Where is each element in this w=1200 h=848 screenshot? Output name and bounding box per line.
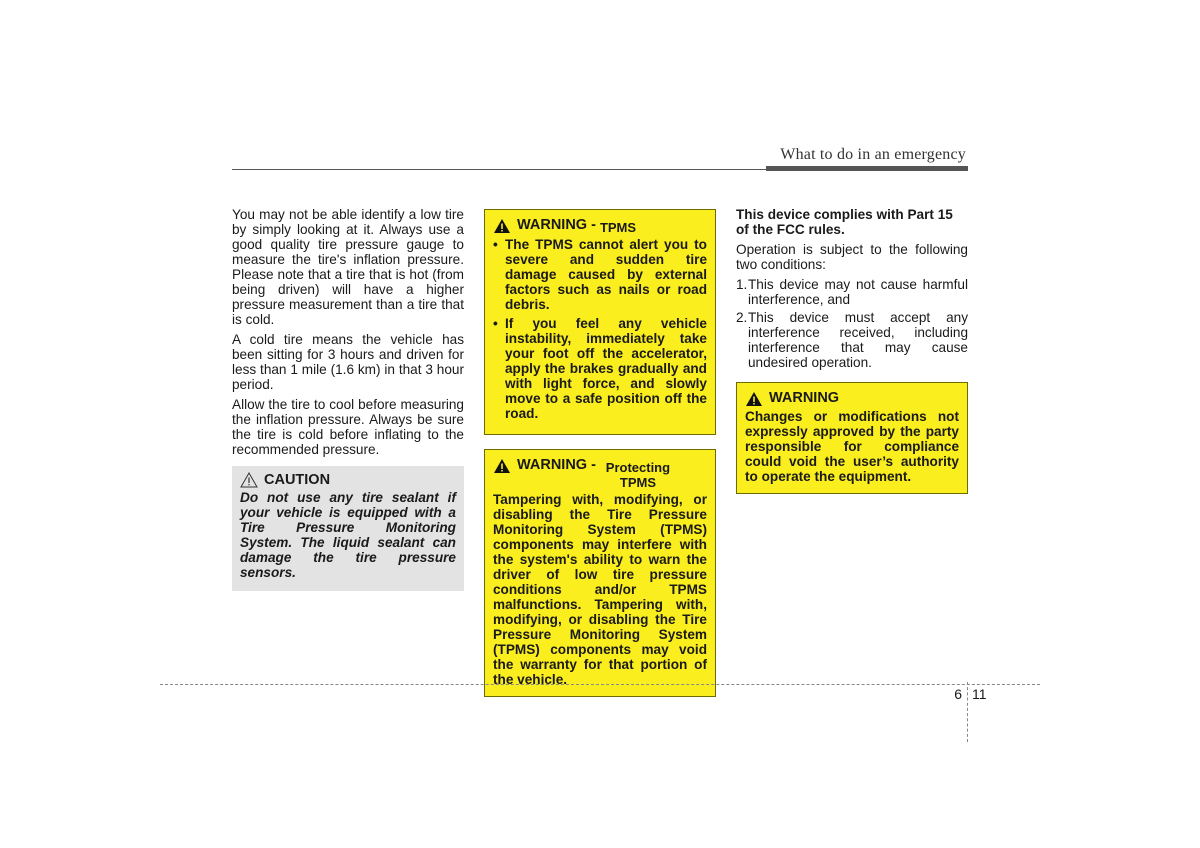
paragraph-tire-gauge: You may not be able identify a low tire by simply looking at it. Always use a good quality tire pressure gauge to measure the tire's inflation pressure. Please note that a tire that is hot (from being driven) will have a higher pressure measurement than a tire that is cold. xyxy=(232,207,464,327)
list-item-text: This device may not cause harmful interference, and xyxy=(748,277,968,307)
warning-fcc-box xyxy=(736,382,968,494)
warning-protecting-heading: WARNING - xyxy=(517,457,596,473)
column-middle xyxy=(484,207,716,697)
warning-protecting-subheading: Protecting TPMS xyxy=(605,460,671,490)
warning-fcc-body: Changes or modifications not expressly approved by the party responsible for compliance could void the user’s authority to operate the equipment. xyxy=(745,409,959,484)
page-number-divider xyxy=(967,682,968,742)
list-item-text: This device must accept any interference received, including interference that may cause undesired operation. xyxy=(748,310,968,370)
warning-triangle-icon xyxy=(745,391,763,407)
list-item: • The TPMS cannot alert you to severe and sudden tire damage caused by external factors such as nails or road debris. xyxy=(493,237,707,312)
list-item-number: 2. xyxy=(736,310,748,325)
warning-tpms-heading-row xyxy=(493,218,707,235)
warning-fcc-heading: WARNING xyxy=(769,390,840,406)
caution-box xyxy=(232,466,464,591)
page-header-title: What to do in an emergency xyxy=(780,146,966,163)
caution-heading: CAUTION xyxy=(264,471,331,488)
warning-protecting-body: Tampering with, modifying, or disabling the Tire Pressure Monitoring System (TPMS) components may interfere with the system's ability to warn the driver of low tire pressure conditions and/or TPMS malfunctions. Tampering with, modifying, or disabling the Tire Pressure Monitoring System (TPMS) components may void the warranty for that portion of the vehicle. xyxy=(493,492,707,687)
fcc-intro: Operation is subject to the following two conditions: xyxy=(736,242,968,272)
warning-triangle-icon xyxy=(493,218,511,234)
warning-tpms-list xyxy=(493,237,707,421)
list-item xyxy=(736,277,968,307)
paragraph-cold-tire: A cold tire means the vehicle has been sitting for 3 hours and driven for less than 1 mile (1.6 km) in that 3 hour period. xyxy=(232,332,464,392)
warning-tpms-heading: WARNING - xyxy=(517,217,596,233)
list-item-number: 1. xyxy=(736,277,748,292)
list-item: • If you feel any vehicle instability, immediately take your foot off the accelerator, apply the brakes gradually and with light force, and slowly move to a safe position off the road. xyxy=(493,316,707,421)
column-left xyxy=(232,207,464,591)
warning-protecting-tpms-box xyxy=(484,449,716,697)
caution-triangle-icon xyxy=(240,472,258,488)
list-item xyxy=(736,310,968,370)
caution-body: Do not use any tire sealant if your vehicle is equipped with a Tire Pressure Monitoring System. The liquid sealant can damage the tire pressure sensors. xyxy=(240,490,456,580)
paragraph-cool-tire: Allow the tire to cool before measuring the inflation pressure. Always be sure the tire is cold before inflating to the recommended pressure. xyxy=(232,397,464,457)
warning-protecting-heading-row xyxy=(493,458,707,490)
page-number: 11 xyxy=(972,686,987,702)
header-rule-accent xyxy=(766,166,968,171)
warning-fcc-heading-row xyxy=(745,391,959,407)
footer-rule xyxy=(160,684,1040,685)
warning-tpms-subheading: TPMS xyxy=(599,220,637,235)
column-right xyxy=(736,207,968,494)
warning-tpms-box xyxy=(484,209,716,435)
caution-heading-row xyxy=(240,472,456,488)
fcc-title: This device complies with Part 15 of the FCC rules. xyxy=(736,207,953,237)
section-number: 6 xyxy=(954,686,962,702)
warning-triangle-icon xyxy=(493,458,511,474)
